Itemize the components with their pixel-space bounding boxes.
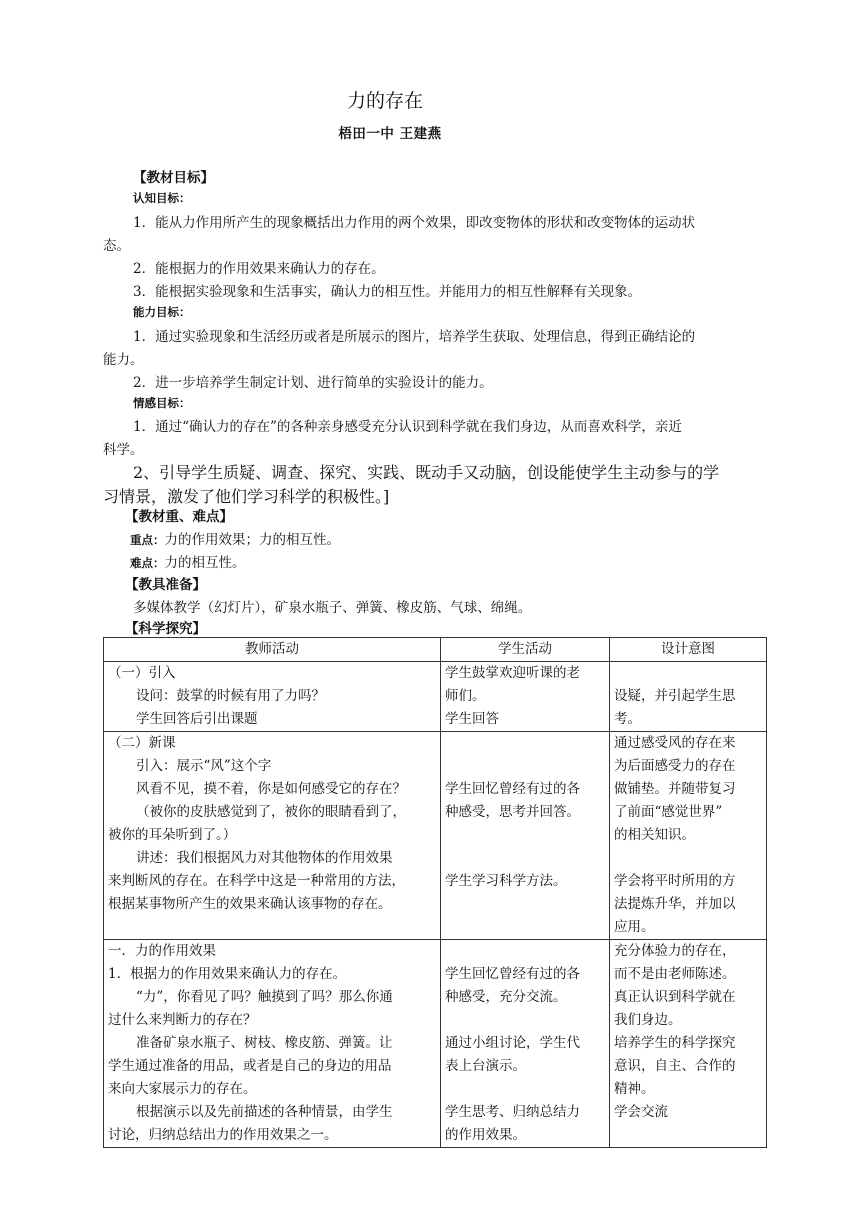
cell-line: 被你的耳朵听到了。）: [108, 827, 237, 843]
ability-goal-1a: 1．通过实验现象和生活经历或者是所展示的图片，培养学生获取、处理信息，得到正确结论的: [133, 329, 696, 345]
blank-line: [445, 1078, 605, 1101]
inquiry-table: [103, 637, 767, 1148]
cell-line: 学生学习科学方法。: [445, 873, 567, 889]
doc-author: 梧田一中 王建燕: [338, 126, 442, 142]
cell-line: 讲述：我们根据风力对其他物体的作用效果: [136, 850, 393, 866]
cell-line: 种感受，充分交流。: [445, 989, 567, 1005]
cognitive-goal-1a: 1．能从力作用所产生的现象概括出力作用的两个效果，即改变物体的形状和改变物体的运动状: [133, 215, 696, 231]
blank-line: [614, 847, 762, 870]
cell-line: 法提炼升华，并加以: [614, 896, 736, 912]
emotion-heading: 情感目标：: [133, 396, 191, 410]
cell-line: 一．力的作用效果: [108, 943, 216, 959]
emotion-goal-1b: 科学。: [103, 442, 144, 458]
key-label: 重点：: [130, 533, 165, 547]
cell-line: 学生思考、归纳总结力: [445, 1104, 580, 1120]
key-point-line: [130, 528, 340, 548]
cell-line: 学会交流: [614, 1104, 668, 1120]
table-header-row: [104, 638, 767, 662]
blank-line: [614, 662, 762, 685]
cell-line: 充分体验力的存在，: [614, 943, 736, 959]
cell-line: 意识，自主、合作的: [614, 1058, 736, 1074]
cell-line: 设疑，并引起学生思: [614, 688, 736, 704]
blank-line: [445, 755, 605, 778]
cell-line: 通过感受风的存在来: [614, 735, 736, 751]
cell-line: 讨论，归纳总结出力的作用效果之一。: [108, 1127, 338, 1143]
cognitive-heading: 认知目标：: [133, 191, 191, 205]
student-cell: [441, 732, 610, 940]
design-cell: [610, 732, 767, 940]
ability-heading: 能力目标：: [133, 305, 191, 319]
cell-line: 学生回答后引出课题: [136, 711, 258, 727]
cell-line: 来判断风的存在。在科学中这是一种常用的方法，: [108, 873, 405, 889]
cell-line: 真正认识到科学就在: [614, 989, 736, 1005]
student-cell: [441, 662, 610, 732]
cell-line: 设问：鼓掌的时候有用了力吗？: [136, 688, 325, 704]
cell-line: 种感受，思考并回答。: [445, 804, 580, 820]
cognitive-goal-2: 2．能根据力的作用效果来确认力的存在。: [133, 261, 385, 277]
cell-line: 为后面感受力的存在: [614, 758, 736, 774]
cell-line: 我们身边。: [614, 1012, 682, 1028]
cell-line: 学生回忆曾经有过的各: [445, 781, 580, 797]
inquiry-heading: 【科学探究】: [125, 621, 206, 637]
emotion-goal-1a: 1．通过“确认力的存在”的各种亲身感受充分认识到科学就在我们身边，从而喜欢科学，亲近: [133, 419, 682, 435]
cell-line: 精神。: [614, 1081, 655, 1097]
cell-line: 应用。: [614, 919, 655, 935]
cell-line: 学生回忆曾经有过的各: [445, 966, 580, 982]
header-student: 学生活动: [441, 638, 610, 662]
teacher-cell: [104, 940, 441, 1148]
cell-line: 了前面“感觉世界”: [614, 804, 723, 820]
difficult-point-line: [130, 551, 246, 571]
teacher-cell: [104, 732, 441, 940]
tools-heading: 【教具准备】: [125, 577, 206, 593]
emotion-goal-2a: 2、引导学生质疑、调查、探究、实践、既动手又动脑，创设能使学生主动参与的学: [133, 463, 720, 482]
ability-goal-2: 2．进一步培养学生制定计划、进行简单的实验设计的能力。: [133, 375, 493, 391]
key-text: 力的作用效果；力的相互性。: [164, 532, 340, 548]
cell-line: 根据某事物所产生的效果来确认该事物的存在。: [108, 896, 392, 912]
cell-line: （被你的皮肤感觉到了，被你的眼睛看到了，: [136, 804, 406, 820]
cell-line: 过什么来判断力的存在？: [108, 1012, 257, 1028]
header-design: 设计意图: [610, 638, 767, 662]
blank-line: [445, 940, 605, 963]
cell-line: 1．根据力的作用效果来确认力的存在。: [108, 966, 347, 982]
blank-line: [445, 732, 605, 755]
doc-title: 力的存在: [346, 90, 423, 112]
cognitive-goal-1b: 态。: [103, 238, 130, 254]
student-cell: [441, 940, 610, 1148]
header-teacher: 教师活动: [104, 638, 441, 662]
cognitive-goal-3: 3．能根据实验现象和生活事实，确认力的相互性。并能用力的相互性解释有关现象。: [133, 284, 642, 300]
tools-text: 多媒体教学（幻灯片），矿泉水瓶子、弹簧、橡皮筋、气球、绵绳。: [133, 600, 532, 616]
blank-line: [445, 847, 605, 870]
cell-line: 学生通过准备的用品，或者是自己的身边的用品: [108, 1058, 392, 1074]
difficulty-text: 力的相互性。: [164, 555, 246, 571]
keypoints-heading: 【教材重、难点】: [125, 509, 233, 525]
cell-line: 引入：展示“风”这个字: [136, 758, 272, 774]
design-cell: [610, 940, 767, 1148]
emotion-goal-2b: 习情景，激发了他们学习科学的积极性。]: [103, 487, 390, 506]
cell-line: 来向大家展示力的存在。: [108, 1081, 257, 1097]
design-cell: [610, 662, 767, 732]
cell-line: “力”，你看见了吗？触摸到了吗？那么你通: [136, 989, 393, 1005]
cell-line: 根据演示以及先前描述的各种情景，由学生: [136, 1104, 393, 1120]
table-row: [104, 732, 767, 940]
cell-line: 考。: [614, 711, 641, 727]
cell-line: 准备矿泉水瓶子、树枝、橡皮筋、弹簧。让: [136, 1035, 393, 1051]
cell-line: （一）引入: [108, 665, 176, 681]
cell-line: 学生回答: [445, 711, 499, 727]
cell-line: 的作用效果。: [445, 1127, 526, 1143]
blank-line: [445, 824, 605, 847]
cell-line: 培养学生的科学探究: [614, 1035, 736, 1051]
cell-line: （二）新课: [108, 735, 176, 751]
cell-line: 而不是由老师陈述。: [614, 966, 736, 982]
cell-line: 学会将平时所用的方: [614, 873, 736, 889]
goals-heading: 【教材目标】: [133, 170, 214, 186]
cell-line: 风看不见，摸不着，你是如何感受它的存在？: [136, 781, 406, 797]
blank-line: [445, 1009, 605, 1032]
table-row: [104, 662, 767, 732]
cell-line: 做铺垫。并随带复习: [614, 781, 736, 797]
cell-line: 的相关知识。: [614, 827, 695, 843]
cell-line: 学生鼓掌欢迎听课的老: [445, 665, 580, 681]
ability-goal-1b: 能力。: [103, 352, 144, 368]
cell-line: 表上台演示。: [445, 1058, 526, 1074]
cell-line: 通过小组讨论，学生代: [445, 1035, 580, 1051]
difficulty-label: 难点：: [130, 556, 165, 570]
teacher-cell: [104, 662, 441, 732]
table-row: [104, 940, 767, 1148]
cell-line: 师们。: [445, 688, 486, 704]
